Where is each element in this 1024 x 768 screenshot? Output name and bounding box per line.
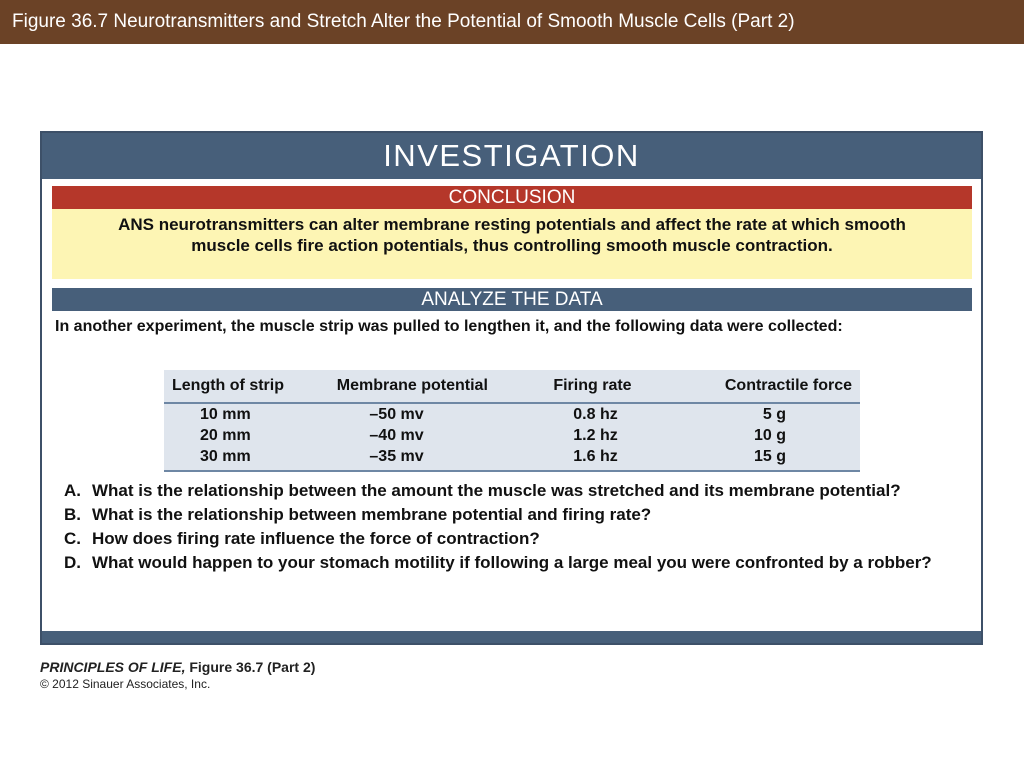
question-letter: C.	[64, 529, 81, 548]
credit-copyright: © 2012 Sinauer Associates, Inc.	[40, 677, 211, 691]
question-list	[64, 481, 934, 577]
table-row	[164, 446, 860, 471]
question-item	[64, 505, 934, 525]
table-cell-length: 10 mm	[200, 405, 251, 423]
table-header-row	[164, 370, 860, 403]
column-header-membrane-potential: Membrane potential	[313, 370, 511, 403]
table-cell-length: 20 mm	[200, 426, 251, 444]
column-header-contractile-force: Contractile force	[674, 370, 860, 403]
credit-title	[40, 658, 315, 676]
question-letter: B.	[64, 505, 81, 524]
table-row	[164, 403, 860, 425]
table-cell-length: 30 mm	[164, 446, 313, 471]
table-cell-contractile-force: 5 g	[762, 405, 786, 423]
table-cell-contractile-force: 10 g	[753, 426, 786, 444]
credit-figure-ref: Figure 36.7 (Part 2)	[189, 659, 316, 675]
table-cell-membrane-potential: –40 mv	[369, 426, 424, 444]
table-cell-contractile-force: 15 g	[674, 446, 860, 471]
analyze-data-header: ANALYZE THE DATA	[52, 288, 972, 311]
conclusion-text: ANS neurotransmitters can alter membrane resting potentials and affect the rate at which smooth muscle cells fire action potentials, thus controlling smooth muscle contraction.	[52, 209, 972, 279]
question-text: What is the relationship between membrane potential and firing rate?	[92, 505, 652, 524]
question-text: What would happen to your stomach motility if following a large meal you were confronted by a robber?	[92, 553, 932, 572]
investigation-figure	[40, 131, 983, 645]
column-header-firing-rate: Firing rate	[511, 370, 673, 403]
table-cell-membrane-potential: –50 mv	[369, 405, 424, 423]
column-header-length: Length of strip	[164, 370, 313, 403]
table-cell-firing-rate: 1.6 hz	[511, 446, 673, 471]
figure-credit	[40, 658, 315, 692]
table-cell-membrane-potential: –35 mv	[313, 446, 511, 471]
question-text: What is the relationship between the amount the muscle was stretched and its membrane potential?	[92, 481, 901, 500]
slide-title: Figure 36.7 Neurotransmitters and Stretch Alter the Potential of Smooth Muscle Cells (Part 2)	[0, 0, 1024, 44]
question-letter: A.	[64, 481, 81, 500]
table-cell-firing-rate: 0.8 hz	[573, 405, 618, 423]
question-text: How does firing rate influence the force of contraction?	[92, 529, 540, 548]
question-item	[64, 529, 934, 549]
question-item	[64, 481, 934, 501]
figure-bottom-bar	[42, 631, 981, 643]
question-item	[64, 553, 934, 573]
data-table	[164, 370, 860, 472]
investigation-header: INVESTIGATION	[42, 133, 981, 179]
credit-book-title: PRINCIPLES OF LIFE,	[40, 659, 186, 675]
table-row	[164, 425, 860, 446]
analyze-intro-text: In another experiment, the muscle strip was pulled to lengthen it, and the following data were collected:	[55, 318, 843, 335]
conclusion-header: CONCLUSION	[52, 186, 972, 209]
table-cell-firing-rate: 1.2 hz	[573, 426, 618, 444]
question-letter: D.	[64, 553, 81, 572]
